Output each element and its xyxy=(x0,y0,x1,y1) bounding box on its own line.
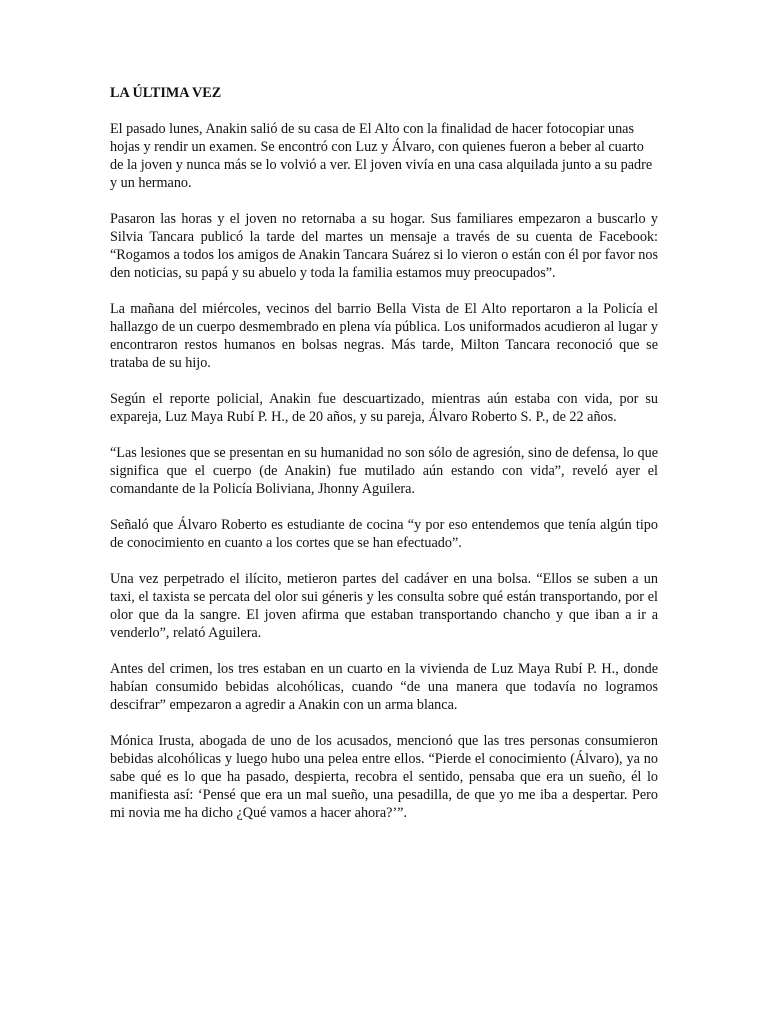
document-page xyxy=(110,84,658,840)
paragraph-8: Antes del crimen, los tres estaban en un cuarto en la vivienda de Luz Maya Rubí P. H., donde habían consumido bebidas alcohólicas, cuando “de una manera que todavía no logramos descifrar” empezaron a agredir a Anakin con un arma blanca. xyxy=(110,661,658,713)
paragraph-4: Según el reporte policial, Anakin fue descuartizado, mientras aún estaba con vida, por su expareja, Luz Maya Rubí P. H., de 20 años, y su pareja, Álvaro Roberto S. P., de 22 años. xyxy=(110,391,658,425)
paragraph-2: Pasaron las horas y el joven no retornaba a su hogar. Sus familiares empezaron a buscarlo y Silvia Tancara publicó la tarde del martes un mensaje a través de su cuenta de Facebook: “Rogamos a todos los amigos de Anakin Tancara Suárez si lo vieron o están con él por favor nos den noticias, su papá y su abuelo y toda la familia estamos muy preocupados”. xyxy=(110,211,658,281)
paragraph-5: “Las lesiones que se presentan en su humanidad no son sólo de agresión, sino de defensa, lo que significa que el cuerpo (de Anakin) fue mutilado aún estando con vida”, reveló ayer el comandante de la Policía Boliviana, Jhonny Aguilera. xyxy=(110,445,658,497)
paragraph-1: El pasado lunes, Anakin salió de su casa de El Alto con la finalidad de hacer fotocopiar unas hojas y rendir un examen. Se encontró con Luz y Álvaro, con quienes fueron a beber al cuarto de la joven y nunca más se lo volvió a ver. El joven vivía en una casa alquilada junto a su padre y un hermano. xyxy=(110,121,653,191)
paragraph-9: Mónica Irusta, abogada de uno de los acusados, mencionó que las tres personas consumieron bebidas alcohólicas y luego hubo una pelea entre ellos. “Pierde el conocimiento (Álvaro), ya no sabe qué es lo que ha pasado, despierta, recobra el sentido, pensaba que era un sueño, él lo manifiesta así: ‘Pensé que era un mal sueño, una pesadilla, de que yo me iba a despertar. Pero mi novia me ha dicho ¿Qué vamos a hacer ahora?’”. xyxy=(110,733,658,821)
document-title: LA ÚLTIMA VEZ xyxy=(110,85,222,101)
paragraph-3: La mañana del miércoles, vecinos del barrio Bella Vista de El Alto reportaron a la Policía el hallazgo de un cuerpo desmembrado en plena vía pública. Los uniformados acudieron al lugar y encontraron restos humanos en bolsas negras. Más tarde, Milton Tancara reconoció que se trataba de su hijo. xyxy=(110,301,658,371)
paragraph-6: Señaló que Álvaro Roberto es estudiante de cocina “y por eso entendemos que tenía algún tipo de conocimiento en cuanto a los cortes que se han efectuado”. xyxy=(110,517,658,551)
paragraph-7: Una vez perpetrado el ilícito, metieron partes del cadáver en una bolsa. “Ellos se suben a un taxi, el taxista se percata del olor sui géneris y les consulta sobre qué están transportando, por el olor que da la sangre. El joven afirma que estaban transportando chancho y que iban a ir a venderlo”, relató Aguilera. xyxy=(110,571,658,641)
